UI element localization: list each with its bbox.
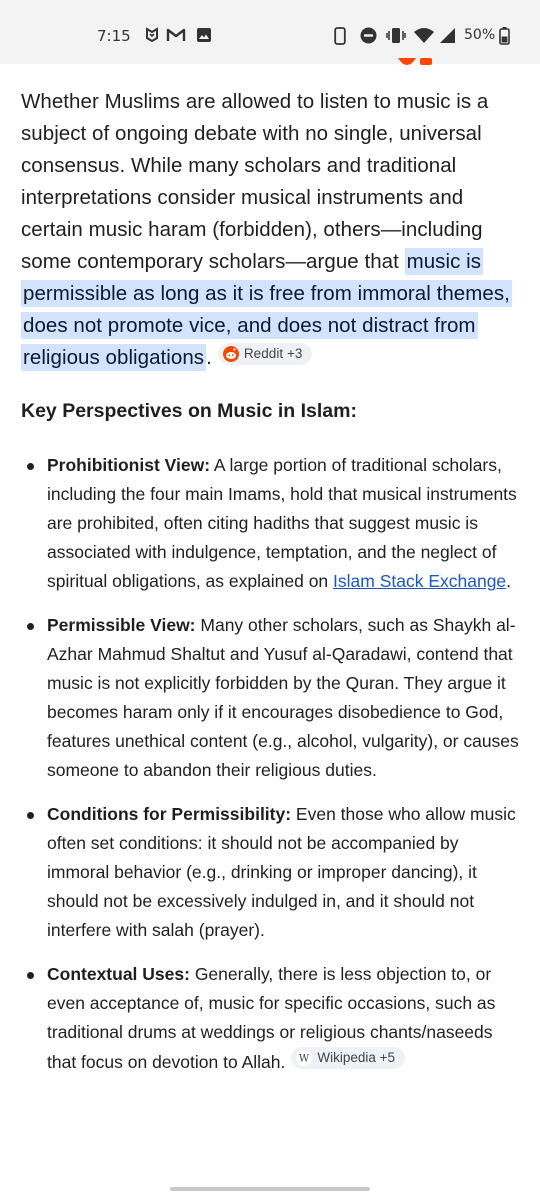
chip-label: Reddit +3 <box>243 346 303 361</box>
intro-text: Whether Muslims are allowed to listen to music is a subject of ongoing debate with no single, universal consensus. While many scholars and traditional interpretations consider musical instruments and certain music haram (forbidden), others—including some contemporary scholars—argue that <box>21 90 489 273</box>
status-bar <box>0 0 540 64</box>
item-label: Permissible View: <box>47 615 196 635</box>
reddit-logo-icon <box>396 58 438 68</box>
svg-text:W: W <box>299 1053 310 1065</box>
perspectives-list <box>21 451 521 1077</box>
source-chip-wikipedia[interactable] <box>291 1047 405 1069</box>
ai-answer <box>21 86 521 1092</box>
list-item-conditions <box>21 800 521 945</box>
item-text: Generally, there is less objection to, or even acceptance of, music for specific occasions, such as traditional drums at weddings or religious chants/naseeds that focus on devotion to Allah. <box>47 964 496 1072</box>
section-heading: Key Perspectives on Music in Islam: <box>21 400 357 422</box>
item-label: Contextual Uses: <box>47 964 190 984</box>
islam-stack-exchange-link[interactable]: Islam Stack Exchange <box>333 571 507 591</box>
battery-icon <box>499 27 510 45</box>
item-text-end: . <box>506 571 512 591</box>
wikipedia-icon <box>296 1050 312 1066</box>
item-text: Even those who allow music often set conditions: it should not be accompanied by immoral behavior (e.g., drinking or improper dancing), it should not be excessively indulged in, and it should not interfere with salah (prayer). <box>47 804 516 940</box>
intro-end: . <box>206 346 212 369</box>
image-icon <box>196 27 212 43</box>
wifi-icon <box>414 27 434 44</box>
source-chip-reddit[interactable] <box>218 343 313 365</box>
signal-icon <box>438 27 456 44</box>
highlighted-excerpt[interactable]: music is permissible as long as it is free from immoral themes, does not promote vice, and does not distract from religious obligations <box>23 250 510 369</box>
dnd-icon <box>360 27 377 44</box>
gesture-nav-handle[interactable] <box>170 1187 370 1191</box>
item-label: Conditions for Permissibility: <box>47 804 292 824</box>
list-item-permissible <box>21 611 521 785</box>
battery-percent: 50% <box>464 27 496 43</box>
chip-label: Wikipedia +5 <box>317 1050 396 1065</box>
item-text: A large portion of traditional scholars, including the four main Imams, hold that musical instruments are prohibited, often citing hadiths that suggest music is associated with indulgence, temptation, and the neglect of spiritual obligations, as explained on <box>47 455 517 591</box>
gmail-icon <box>166 27 186 43</box>
item-label: Prohibitionist View: <box>47 455 211 475</box>
list-item-contextual <box>21 960 521 1077</box>
item-text: Many other scholars, such as Shaykh al-Azhar Mahmud Shaltut and Yusuf al-Qaradawi, contend that music is not explicitly forbidden by the Quran. They argue it becomes haram only if it encourages disobedience to God, features unethical content (e.g., alcohol, vulgarity), or causes someone to abandon their religious duties. <box>47 615 519 780</box>
reddit-icon <box>223 346 239 362</box>
status-time: 7:15 <box>97 27 131 45</box>
list-item-prohibitionist <box>21 451 521 596</box>
answer-intro <box>21 86 521 374</box>
vibrate-icon <box>386 27 406 44</box>
nfc-icon <box>145 27 159 43</box>
phone-icon <box>334 27 346 45</box>
